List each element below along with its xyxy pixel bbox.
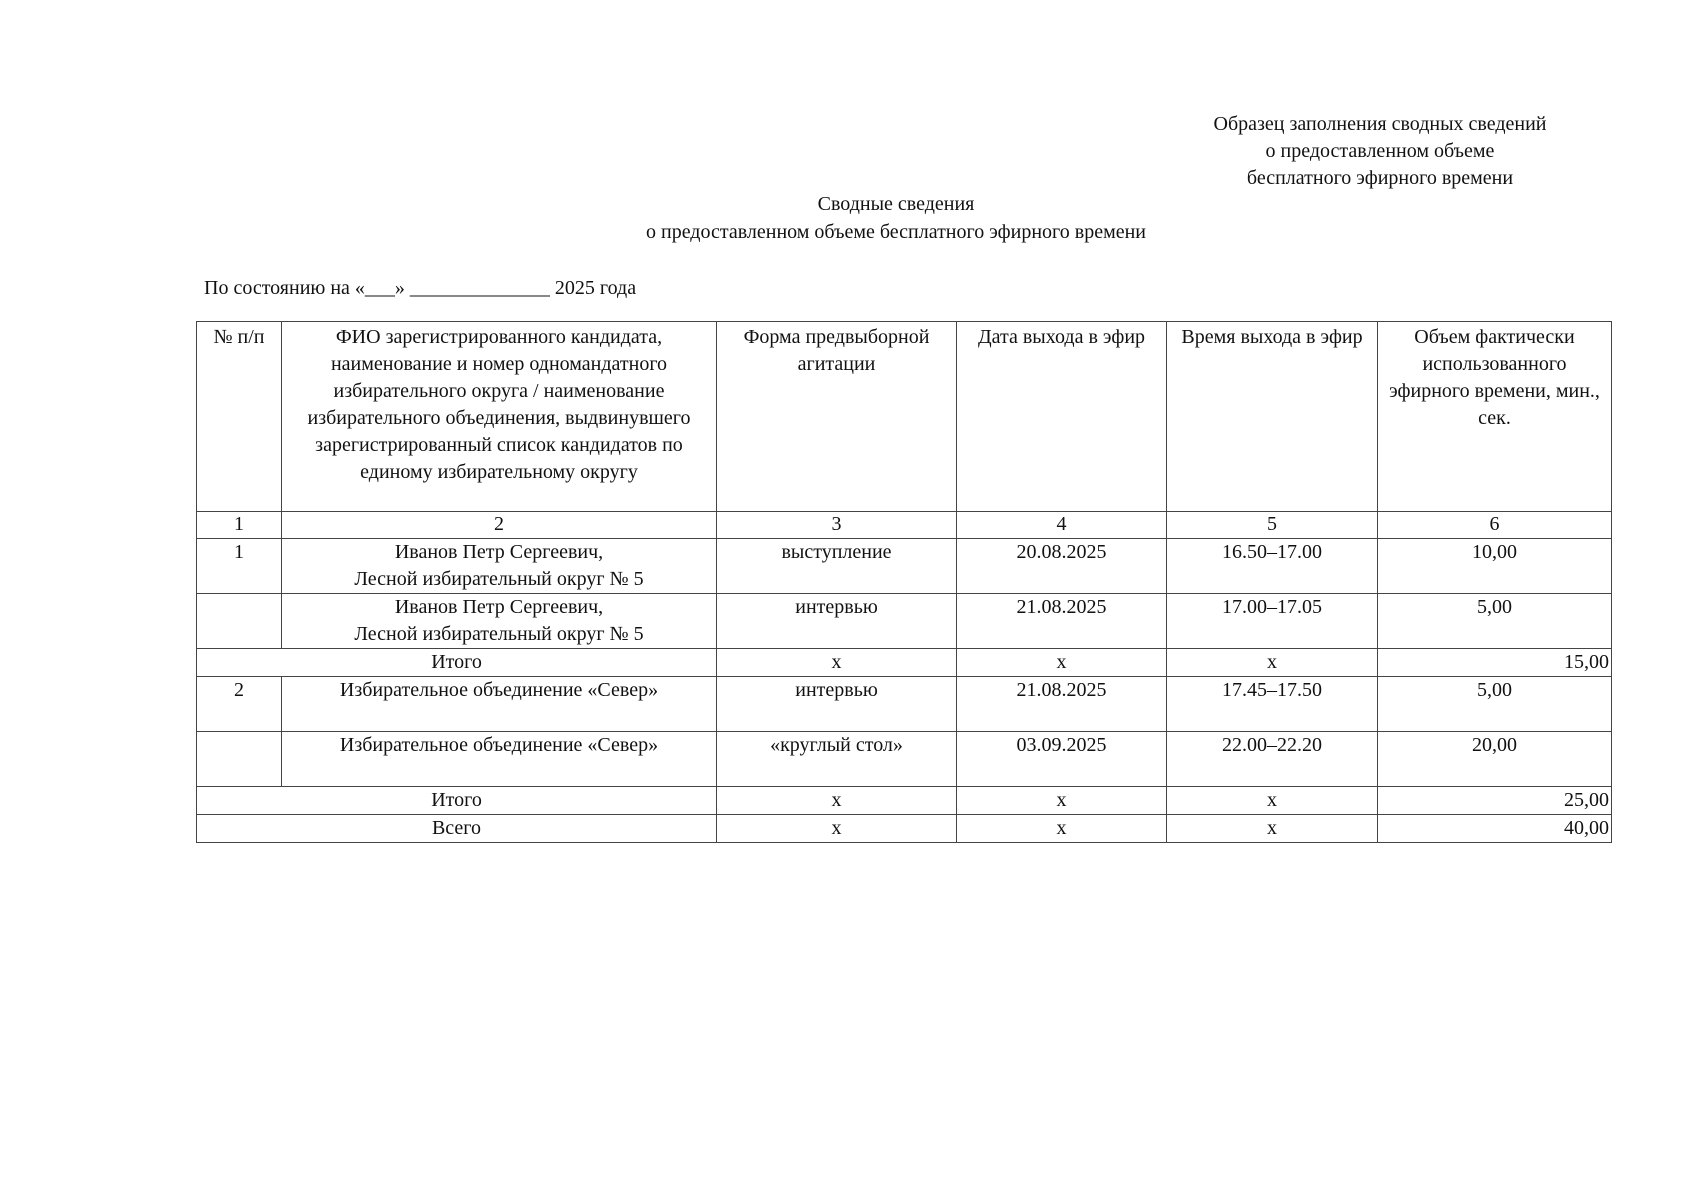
row-volume: 20,00 bbox=[1378, 732, 1612, 787]
row-form: выступление bbox=[717, 539, 957, 594]
total-form: х bbox=[717, 787, 957, 815]
row-time: 17.45–17.50 bbox=[1167, 677, 1378, 732]
row-name bbox=[282, 732, 717, 787]
row-date: 21.08.2025 bbox=[957, 594, 1167, 649]
sample-note-line: бесплатного эфирного времени bbox=[1246, 167, 1514, 189]
name-line: Избирательное объединение «Север» bbox=[339, 679, 659, 701]
row-form: интервью bbox=[717, 594, 957, 649]
row-form: интервью bbox=[717, 677, 957, 732]
table-row bbox=[197, 594, 1612, 649]
grand-total-row bbox=[197, 815, 1612, 843]
header-time: Время выхода в эфир bbox=[1167, 322, 1378, 512]
header-form: Форма предвыборной агитации bbox=[717, 322, 957, 512]
table-row bbox=[197, 732, 1612, 787]
row-form: «круглый стол» bbox=[717, 732, 957, 787]
row-name bbox=[282, 539, 717, 594]
sample-note-line: Образец заполнения сводных сведений bbox=[1213, 113, 1547, 135]
row-volume: 5,00 bbox=[1378, 677, 1612, 732]
district-line: Лесной избирательный округ № 5 bbox=[354, 568, 644, 590]
column-number: 4 bbox=[957, 512, 1167, 539]
total-form: х bbox=[717, 649, 957, 677]
total-date: х bbox=[957, 815, 1167, 843]
column-number: 6 bbox=[1378, 512, 1612, 539]
column-number: 1 bbox=[197, 512, 282, 539]
row-name bbox=[282, 677, 717, 732]
subtotal-row bbox=[197, 787, 1612, 815]
total-volume: 15,00 bbox=[1378, 649, 1612, 677]
total-volume: 25,00 bbox=[1378, 787, 1612, 815]
table-row bbox=[197, 539, 1612, 594]
row-no bbox=[197, 594, 282, 649]
row-date: 03.09.2025 bbox=[957, 732, 1167, 787]
row-date: 20.08.2025 bbox=[957, 539, 1167, 594]
document-title bbox=[396, 190, 1396, 246]
row-time: 17.00–17.05 bbox=[1167, 594, 1378, 649]
row-no bbox=[197, 732, 282, 787]
row-volume: 10,00 bbox=[1378, 539, 1612, 594]
name-line: Иванов Петр Сергеевич, bbox=[394, 541, 604, 563]
header-name: ФИО зарегистрированного кандидата, наименование и номер одномандатного избирательного округа / наименование избирательного объединения, выдвинувшего зарегистрированный список кандидатов по единому избирательному округу bbox=[282, 322, 717, 512]
header-date: Дата выхода в эфир bbox=[957, 322, 1167, 512]
total-date: х bbox=[957, 649, 1167, 677]
subtotal-row bbox=[197, 649, 1612, 677]
total-volume: 40,00 bbox=[1378, 815, 1612, 843]
row-time: 16.50–17.00 bbox=[1167, 539, 1378, 594]
row-volume: 5,00 bbox=[1378, 594, 1612, 649]
table-row bbox=[197, 677, 1612, 732]
row-no: 1 bbox=[197, 539, 282, 594]
title-line: Сводные сведения bbox=[817, 193, 975, 215]
total-date: х bbox=[957, 787, 1167, 815]
total-time: х bbox=[1167, 815, 1378, 843]
sample-note bbox=[1150, 111, 1610, 192]
total-time: х bbox=[1167, 787, 1378, 815]
summary-table bbox=[196, 321, 1612, 843]
column-number: 2 bbox=[282, 512, 717, 539]
column-number-row bbox=[197, 512, 1612, 539]
header-volume: Объем фактически использованного эфирного времени, мин., сек. bbox=[1378, 322, 1612, 512]
total-form: х bbox=[717, 815, 957, 843]
name-line: Иванов Петр Сергеевич, bbox=[394, 596, 604, 618]
header-no: № п/п bbox=[197, 322, 282, 512]
sample-note-line: о предоставленном объеме bbox=[1265, 140, 1495, 162]
total-label: Итого bbox=[197, 649, 717, 677]
total-label: Всего bbox=[197, 815, 717, 843]
row-no: 2 bbox=[197, 677, 282, 732]
title-line: о предоставленном объеме бесплатного эфирного времени bbox=[645, 221, 1147, 243]
as-of-date-line: По состоянию на «___» ______________ 2025 года bbox=[204, 277, 637, 299]
total-time: х bbox=[1167, 649, 1378, 677]
name-line: Избирательное объединение «Север» bbox=[339, 734, 659, 756]
district-line: Лесной избирательный округ № 5 bbox=[354, 623, 644, 645]
header-row bbox=[197, 322, 1612, 512]
total-label: Итого bbox=[197, 787, 717, 815]
column-number: 3 bbox=[717, 512, 957, 539]
row-name bbox=[282, 594, 717, 649]
row-time: 22.00–22.20 bbox=[1167, 732, 1378, 787]
row-date: 21.08.2025 bbox=[957, 677, 1167, 732]
column-number: 5 bbox=[1167, 512, 1378, 539]
